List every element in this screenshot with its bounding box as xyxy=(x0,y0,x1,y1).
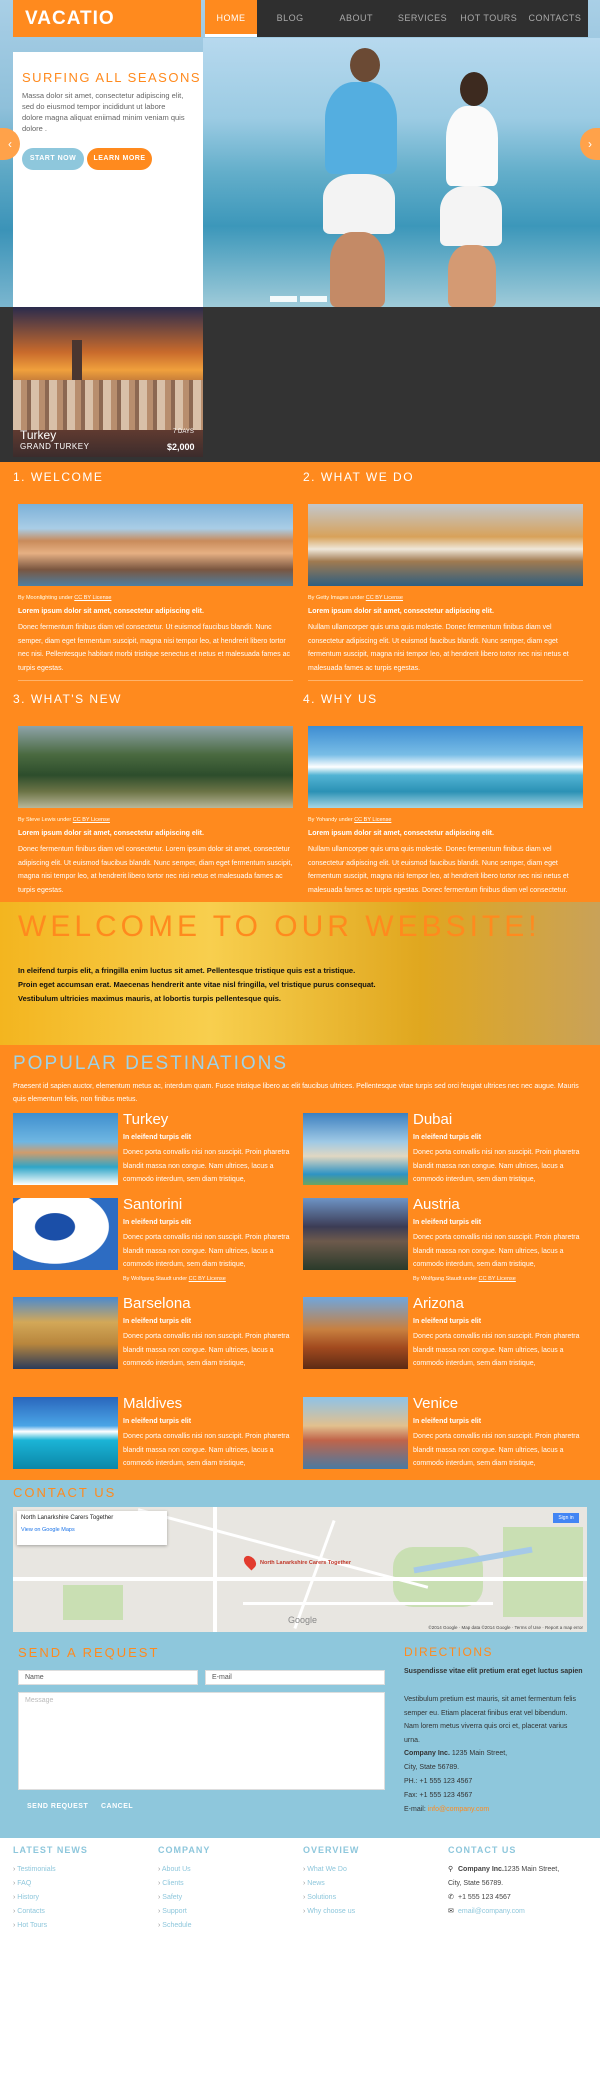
destination-name[interactable]: Dubai xyxy=(413,1111,453,1128)
footer-link[interactable]: › Schedule xyxy=(158,1919,298,1933)
destination-thumb[interactable] xyxy=(13,1198,118,1270)
popular-title: POPULAR DESTINATIONS xyxy=(13,1053,289,1074)
destination-name[interactable]: Barselona xyxy=(123,1295,191,1312)
destination-credit xyxy=(123,1276,226,1282)
footer-link[interactable]: › Safety xyxy=(158,1891,298,1905)
block-body: Nullam ullamcorper quis urna quis molestie. Donec fermentum finibus diam vel consectetur adipiscing elit. Ut euismod faucibus blandit. Nunc semper, diam eget fermentum suscipit, magna nisi tempor leo, at hendrerit libero tortor nec nisi netus et malesuada fames ac turpis egestas. Donec fermentum finibus diam vel consectetur. xyxy=(308,846,569,894)
directions-text: Vestibulum pretium est mauris, sit amet fermentum felis semper eu. Etiam placerat finibus erat vel bibendum. Nam lorem metus viverra quis orci et, placerat varius urna. xyxy=(404,1696,576,1744)
license-link[interactable]: CC BY License xyxy=(354,817,392,823)
footer-company-name: Company Inc. xyxy=(458,1866,504,1873)
block-whats-new xyxy=(13,692,293,894)
credit-text: By Wolfgang Staudt under xyxy=(413,1276,478,1282)
nav-hot-tours[interactable]: HOT TOURS xyxy=(460,13,518,23)
map-pin-icon[interactable] xyxy=(242,1554,259,1571)
destination-thumb[interactable] xyxy=(13,1297,118,1369)
slider-dot[interactable] xyxy=(270,296,297,302)
destination-name[interactable]: Maldives xyxy=(123,1395,183,1412)
block-title: 3. WHAT'S NEW xyxy=(13,692,122,706)
destination-text: Donec porta convallis nisi non suscipit. Proin pharetra blandit massa non congue. Nam ultrices, lacus a commodo interdum, sem diam tristique, xyxy=(123,1433,290,1467)
welcome-banner xyxy=(0,902,600,1045)
hero-man-shorts xyxy=(323,174,395,234)
directions-email xyxy=(404,1803,584,1817)
footer-company xyxy=(158,1845,298,1933)
destination-thumb[interactable] xyxy=(303,1198,408,1270)
map-park xyxy=(503,1527,583,1617)
destination-name[interactable]: Austria xyxy=(413,1196,460,1213)
block-title: 1. WELCOME xyxy=(13,470,104,484)
directions-address xyxy=(404,1747,584,1761)
directions-fax: Fax: +1 555 123 4567 xyxy=(404,1792,473,1799)
map-place-name: North Lanarkshire Carers Together xyxy=(21,1515,114,1521)
footer-overview xyxy=(303,1845,443,1919)
footer-address xyxy=(448,1863,593,1877)
image-credit xyxy=(308,595,403,601)
destination-sub: In eleifend turpis elit xyxy=(123,1134,192,1141)
destination-thumb[interactable] xyxy=(13,1113,118,1185)
footer-col-title: LATEST NEWS xyxy=(13,1845,88,1855)
directions-lead: Suspendisse vitae elit pretium erat eget luctus sapien xyxy=(404,1668,583,1675)
license-link[interactable]: CC BY License xyxy=(72,817,110,823)
map-place-card xyxy=(17,1511,167,1545)
destination-sub: In eleifend turpis elit xyxy=(413,1219,482,1226)
map-road xyxy=(13,1577,587,1581)
hero-text: Massa dolor sit amet, consectetur adipiscing elit, sed do eiusmod tempor incididunt ut labore dolore magna aliquat eniimad minim veniam quis dolore . xyxy=(22,91,185,133)
google-logo: Google xyxy=(288,1615,318,1625)
license-link[interactable]: CC BY License xyxy=(188,1276,226,1282)
slider-next-icon[interactable]: › xyxy=(580,128,600,160)
destination-thumb[interactable] xyxy=(303,1297,408,1369)
nav-contacts[interactable]: CONTACTS xyxy=(528,13,582,23)
map-footer: ©2014 Google · Map data ©2014 Google · Terms of Use · Report a map error xyxy=(428,1625,583,1630)
block-image[interactable] xyxy=(18,504,293,586)
block-title: 2. WHAT WE DO xyxy=(303,470,415,484)
block-lead: Lorem ipsum dolor sit amet, consectetur adipiscing elit. xyxy=(308,830,494,837)
hero-woman-top xyxy=(446,106,498,186)
destination-card[interactable] xyxy=(13,1113,298,1203)
footer-link[interactable]: › Contacts xyxy=(13,1905,153,1919)
featured-tour-name: Turkey xyxy=(20,428,57,442)
destination-thumb[interactable] xyxy=(13,1397,118,1469)
footer-col-title: CONTACT US xyxy=(448,1845,517,1855)
block-image[interactable] xyxy=(308,504,583,586)
footer-link[interactable]: › News xyxy=(303,1877,443,1891)
footer-address-line: 1235 Main Street, xyxy=(503,1866,560,1873)
image-credit xyxy=(18,595,111,601)
footer-link[interactable]: › About Us xyxy=(158,1863,298,1877)
hero-man-legs xyxy=(330,232,385,307)
hero-title: SURFING ALL SEASONS xyxy=(22,70,202,85)
popular-destinations xyxy=(0,1045,600,1480)
send-title: SEND A REQUEST xyxy=(18,1645,160,1660)
map-road xyxy=(293,1520,335,1629)
destination-text: Donec porta convallis nisi non suscipit. Proin pharetra blandit massa non congue. Nam ultrices, lacus a commodo interdum, sem diam tristique, xyxy=(413,1333,580,1367)
footer-link[interactable]: › What We Do xyxy=(303,1863,443,1877)
hero-man-shirt xyxy=(325,82,397,174)
map-park xyxy=(63,1585,123,1620)
featured-tour-subtitle: GRAND TURKEY xyxy=(20,442,90,451)
destination-card[interactable] xyxy=(303,1113,588,1203)
message-textarea[interactable]: Message xyxy=(18,1692,385,1790)
cancel-button[interactable]: CANCEL xyxy=(101,1803,134,1810)
footer-latest-news xyxy=(13,1845,153,1933)
destination-thumb[interactable] xyxy=(303,1113,408,1185)
destination-card[interactable] xyxy=(13,1198,298,1288)
credit-text: By Moonlighting under xyxy=(18,595,73,601)
logo[interactable]: VACATIO xyxy=(13,0,201,37)
license-link[interactable]: CC BY License xyxy=(74,595,112,601)
block-body: Nullam ullamcorper quis urna quis molestie. Donec fermentum finibus diam vel consectetur adipiscing elit. Ut euismod faucibus blandit. Nunc semper, diam eget fermentum suscipit, magna nisi tempor leo, at hendrerit libero tortor nec nisi netus et malesuada fames ac turpis egestas. xyxy=(308,624,569,672)
email-label: E-mail: xyxy=(404,1806,426,1813)
destination-sub: In eleifend turpis elit xyxy=(123,1318,192,1325)
address-line: 1235 Main Street, xyxy=(451,1750,508,1757)
location-pin-icon: ⚲ xyxy=(448,1866,454,1873)
footer-contact xyxy=(448,1845,593,1919)
town-shape xyxy=(13,380,203,430)
destination-text: Donec porta convallis nisi non suscipit. Proin pharetra blandit massa non congue. Nam ultrices, lacus a commodo interdum, sem diam tristique, xyxy=(413,1149,580,1183)
map[interactable] xyxy=(13,1507,587,1632)
welcome-line: Vestibulum ultricies maximus mauris, at lobortis turpis pellentesque quis. xyxy=(18,994,281,1003)
footer-link[interactable]: › Solutions xyxy=(303,1891,443,1905)
directions-city: City, State 56789. xyxy=(404,1764,460,1771)
footer-col-title: OVERVIEW xyxy=(303,1845,360,1855)
slider-pager xyxy=(270,296,327,302)
map-road xyxy=(213,1507,217,1632)
credit-text: By Steve Lewis under xyxy=(18,817,72,823)
block-welcome xyxy=(13,470,290,672)
hero-woman-head xyxy=(460,72,488,106)
nav-home[interactable]: HOME xyxy=(205,0,257,37)
block-lead: Lorem ipsum dolor sit amet, consectetur adipiscing elit. xyxy=(18,608,204,615)
destination-sub: In eleifend turpis elit xyxy=(413,1134,482,1141)
footer-col-title: COMPANY xyxy=(158,1845,211,1855)
destination-name[interactable]: Arizona xyxy=(413,1295,464,1312)
footer-phone xyxy=(448,1891,593,1905)
destination-name[interactable]: Venice xyxy=(413,1395,459,1412)
block-image[interactable] xyxy=(308,726,583,808)
phone-icon: ✆ xyxy=(448,1894,454,1901)
block-what-we-do xyxy=(303,470,578,672)
welcome-title: WELCOME TO OUR WEBSITE! xyxy=(18,910,541,943)
hero-woman-shorts xyxy=(440,186,502,246)
footer-link[interactable]: › Clients xyxy=(158,1877,298,1891)
block-body: Donec fermentum finibus diam vel consectetur. Lorem ipsum dolor sit amet, consectetur adipiscing elit. Ut euismod faucibus blandit. Nunc semper, diam eget fermentum suscipit, magna nisi tempor leo, at hendrerit libero tortor nec nisi netus et malesuada fames ac turpis egestas. xyxy=(18,846,293,894)
footer-phone-number: +1 555 123 4567 xyxy=(458,1894,511,1901)
map-road xyxy=(243,1602,493,1605)
hero-woman-legs xyxy=(448,245,496,307)
destination-card[interactable] xyxy=(13,1297,298,1387)
destination-card[interactable] xyxy=(303,1297,588,1387)
footer-city: City, State 56789. xyxy=(448,1880,504,1887)
footer-link[interactable]: › History xyxy=(13,1891,153,1905)
footer-link[interactable]: › FAQ xyxy=(13,1877,153,1891)
main-nav xyxy=(205,0,588,37)
footer-link[interactable]: › Testimonials xyxy=(13,1863,153,1877)
welcome-line: In eleifend turpis elit, a fringilla enim luctus sit amet. Pellentesque tristique quis est a tristique. xyxy=(18,966,356,975)
learn-more-button[interactable]: LEARN MORE xyxy=(87,148,152,170)
directions-title: DIRECTIONS xyxy=(404,1645,494,1659)
credit-text: By Getty Images under xyxy=(308,595,365,601)
email-link[interactable]: info@company.com xyxy=(427,1806,490,1813)
footer-link[interactable]: › Support xyxy=(158,1905,298,1919)
divider xyxy=(18,680,293,681)
send-request-button[interactable]: SEND REQUEST xyxy=(27,1803,89,1810)
start-now-button[interactable]: START NOW xyxy=(22,148,84,170)
footer-link[interactable]: › Hot Tours xyxy=(13,1919,153,1933)
email-input[interactable]: E-mail xyxy=(205,1670,385,1685)
credit-text: By Wolfgang Staudt under xyxy=(123,1276,188,1282)
destination-card[interactable] xyxy=(303,1397,588,1487)
license-link[interactable]: CC BY License xyxy=(478,1276,516,1282)
hero-photo xyxy=(203,38,600,307)
nav-about[interactable]: ABOUT xyxy=(339,13,374,23)
map-sign-in-button[interactable]: Sign in xyxy=(553,1513,579,1523)
map-pin-label: North Lanarkshire Carers Together xyxy=(260,1560,351,1566)
destination-sub: In eleifend turpis elit xyxy=(123,1219,192,1226)
license-link[interactable]: CC BY License xyxy=(365,595,403,601)
block-why-us xyxy=(303,692,578,894)
destination-text: Donec porta convallis nisi non suscipit. Proin pharetra blandit massa non congue. Nam ultrices, lacus a commodo interdum, sem diam tristique, xyxy=(123,1333,290,1367)
block-lead: Lorem ipsum dolor sit amet, consectetur adipiscing elit. xyxy=(18,830,204,837)
destination-sub: In eleifend turpis elit xyxy=(413,1318,482,1325)
destination-card[interactable] xyxy=(13,1397,298,1487)
contact-title: CONTACT US xyxy=(13,1485,117,1500)
footer-email xyxy=(448,1905,593,1919)
destination-text: Donec porta convallis nisi non suscipit. Proin pharetra blandit massa non congue. Nam ultrices, lacus a commodo interdum, sem diam tristique, xyxy=(413,1234,580,1268)
destination-sub: In eleifend turpis elit xyxy=(123,1418,192,1425)
slider-prev-icon[interactable]: ‹ xyxy=(0,128,20,160)
destination-text: Donec porta convallis nisi non suscipit. Proin pharetra blandit massa non congue. Nam ultrices, lacus a commodo interdum, sem diam tristique, xyxy=(123,1149,290,1183)
featured-tour-days: 7 DAYS xyxy=(173,429,194,435)
destination-card[interactable] xyxy=(303,1198,588,1288)
nav-blog[interactable]: BLOG xyxy=(276,13,304,23)
divider xyxy=(308,680,583,681)
destination-credit xyxy=(413,1276,516,1282)
slider-dot[interactable] xyxy=(300,296,327,302)
destination-sub: In eleifend turpis elit xyxy=(413,1418,482,1425)
featured-tour-price: $2,000 xyxy=(167,442,195,452)
block-image[interactable] xyxy=(18,726,293,808)
nav-services[interactable]: SERVICES xyxy=(397,13,448,23)
popular-intro: Praesent id sapien auctor, elementum metus ac, interdum quam. Fusce tristique libero ac elit faucibus ultrices. Pellentesque vitae turpis sed orci feugiat ultrices nec nec augue. Mauris quis elementum felis, non finibus metus. xyxy=(13,1083,579,1103)
company-name: Company Inc. xyxy=(404,1750,450,1757)
image-credit xyxy=(308,817,391,823)
block-body: Donec fermentum finibus diam vel consectetur. Ut euismod faucibus blandit. Nunc semper, diam eget fermentum suscipit, magna nisi tempor leo, at hendrerit libero tortor nec nisi. Pellentesque habitant morbi tristique senectus et netus et malesuada fames ac turpis egestas. xyxy=(18,624,290,672)
destination-text: Donec porta convallis nisi non suscipit. Proin pharetra blandit massa non congue. Nam ultrices, lacus a commodo interdum, sem diam tristique, xyxy=(123,1234,290,1268)
view-on-google-maps-link[interactable]: View on Google Maps xyxy=(21,1527,75,1533)
destination-name[interactable]: Santorini xyxy=(123,1196,183,1213)
destination-thumb[interactable] xyxy=(303,1397,408,1469)
credit-text: By Yohandy under xyxy=(308,817,353,823)
name-input[interactable]: Name xyxy=(18,1670,198,1685)
mail-icon: ✉ xyxy=(448,1908,454,1915)
footer-email-link[interactable]: email@company.com xyxy=(458,1908,525,1915)
image-credit xyxy=(18,817,110,823)
directions-phone: PH.: +1 555 123 4567 xyxy=(404,1778,473,1785)
welcome-line: Proin eget accumsan erat. Maecenas hendrerit ante vitae nisl fringilla, vel tristique purus consequat. xyxy=(18,980,376,989)
destination-text: Donec porta convallis nisi non suscipit. Proin pharetra blandit massa non congue. Nam ultrices, lacus a commodo interdum, sem diam tristique, xyxy=(413,1433,580,1467)
hero-man-head xyxy=(350,48,380,82)
block-lead: Lorem ipsum dolor sit amet, consectetur adipiscing elit. xyxy=(308,608,494,615)
destination-name[interactable]: Turkey xyxy=(123,1111,169,1128)
block-title: 4. WHY US xyxy=(303,692,378,706)
footer-link[interactable]: › Why choose us xyxy=(303,1905,443,1919)
